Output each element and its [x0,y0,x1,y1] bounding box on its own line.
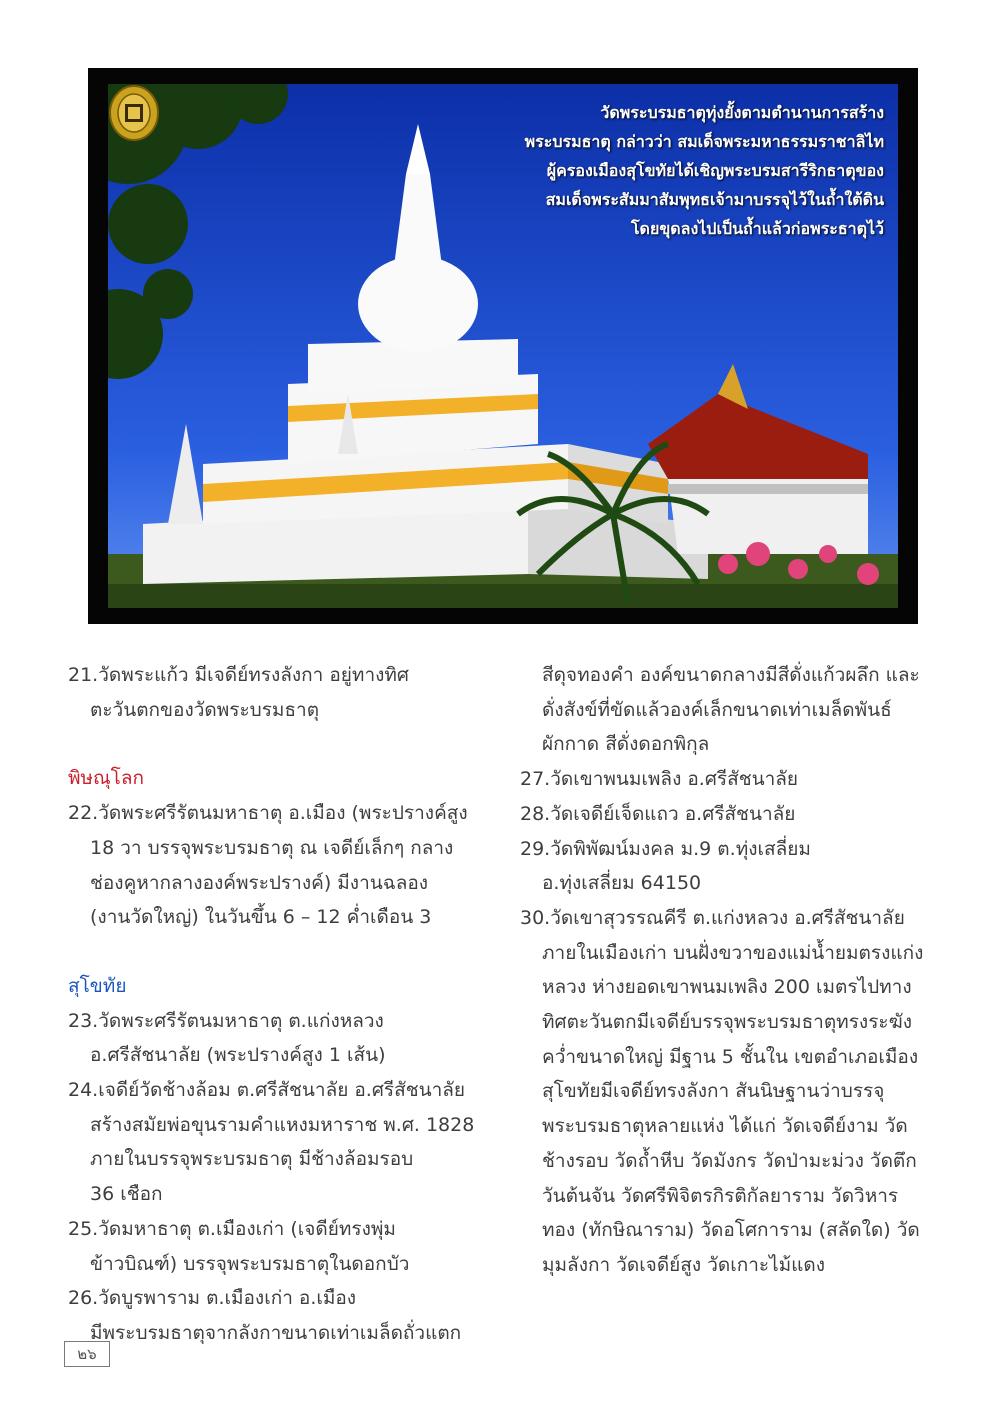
item-line: พระบรมธาตุหลายแห่ง ได้แก่ วัดเจดีย์งาม วัด [542,1115,908,1138]
list-item-25 [68,1212,488,1281]
item-line: มีพระบรมธาตุจากลังกาขนาดเท่าเมล็ดถั่วแตก [90,1321,462,1344]
item-line: 24.เจดีย์วัดช้างล้อม ต.ศรีสัชนาลัย อ.ศรีสัชนาลัย [68,1079,466,1102]
list-item-26 [68,1281,488,1350]
list-item-27 [520,762,950,797]
item-line: ทิศตะวันตกมีเจดีย์บรรจุพระบรมธาตุทรงระฆัง [542,1011,912,1034]
item-line: วันต้นจัน วัดศรีพิจิตรกิรติกัลยาราม วัดวิหาร [542,1184,899,1207]
page-number: ๒๖ [64,1341,110,1367]
item-line: 18 วา บรรจุพระบรมธาตุ ณ เจดีย์เล็กๆ กลาง [90,836,454,859]
item-line: 26.วัดบูรพาราม ต.เมืองเก่า อ.เมือง [68,1287,357,1310]
item-line: สีดุจทองคำ องค์ขนาดกลางมีสีดั่งแก้วผลึก และ [542,664,920,686]
list-item-29 [520,832,950,901]
caption-line: สมเด็จพระสัมมาสัมพุทธเจ้ามาบรรจุไว้ในถ้ำใต้ดิน [545,190,884,209]
list-item-28 [520,797,950,832]
item-line: ผักกาด สีดั่งดอกพิกุล [542,733,710,756]
item-line: 29.วัดพิพัฒน์มงคล ม.9 ต.ทุ่งเสลี่ยม [520,837,811,860]
item-line: ภายในเมืองเก่า บนฝั่งขวาของแม่น้ำยมตรงแก่ง [542,941,924,964]
caption-line: พระบรมธาตุ กล่าวว่า สมเด็จพระมหาธรรมราชาลิไท [524,132,884,151]
item-line: 23.วัดพระศรีรัตนมหาธาตุ ต.แก่งหลวง [68,1009,384,1032]
item-line: 21.วัดพระแก้ว มีเจดีย์ทรงลังกา อยู่ทางทิศ [68,664,409,686]
item-line: อ.ทุ่งเสลี่ยม 64150 [542,872,702,895]
emblem-seal-icon [108,84,160,142]
item-line: หลวง ห่างยอดเขาพนมเพลิง 200 เมตรไปทาง [542,976,912,999]
item-line: ช้างรอบ วัดถ้ำหีบ วัดมังกร วัดป่ามะม่วง วัดตึก [542,1149,917,1172]
caption-line: โดยขุดลงไปเป็นถ้ำแล้วก่อพระธาตุไว้ [630,219,884,238]
item-line: 27.วัดเขาพนมเพลิง อ.ศรีสัชนาลัย [520,768,799,791]
right-column [520,658,950,1283]
item-line: (งานวัดใหญ่) ในวันขึ้น 6 – 12 ค่ำเดือน 3 [90,906,432,929]
list-item-23 [68,1004,488,1073]
caption-line: ผู้ครองเมืองสุโขทัยได้เชิญพระบรมสารีริกธาตุของ [546,161,884,180]
item-line: 30.วัดเขาสุวรรณคีรี ต.แก่งหลวง อ.ศรีสัชนาลัย [520,906,905,929]
item-line: 25.วัดมหาธาตุ ต.เมืองเก่า (เจดีย์ทรงพุ่ม [68,1217,396,1240]
item-line: สร้างสมัยพ่อขุนรามคำแหงมหาราช พ.ศ. 1828 [90,1113,475,1136]
item-line: ทอง (ทักษิณาราม) วัดอโศการาม (สลัดใด) วัด [542,1219,920,1242]
caption-line: วัดพระบรมธาตุทุ่งยั้งตามตำนานการสร้าง [600,103,884,122]
list-item-30 [520,901,950,1283]
photo-caption [324,98,884,243]
temple-photo [108,84,898,608]
item-line: ช่องคูหากลางองค์พระปรางค์) มีงานฉลอง [90,871,429,894]
list-item-22 [68,796,488,935]
item-line: 36 เชือก [90,1183,163,1206]
item-line: ดั่งสังข์ที่ขัดแล้วองค์เล็กขนาดเท่าเมล็ดพันธ์ [542,698,892,721]
item-line: สุโขทัยมีเจดีย์ทรงลังกา สันนิษฐานว่าบรรจุ [542,1080,885,1103]
list-item-26-continued [520,658,950,762]
item-line: ภายในบรรจุพระบรมธาตุ มีช้างล้อมรอบ [90,1148,414,1171]
list-item-21 [68,658,488,727]
photo-frame [88,68,918,624]
province-heading: พิษณุโลก [68,767,145,790]
item-line: มุมลังกา วัดเจดีย์สูง วัดเกาะไม้แดง [542,1253,826,1276]
item-line: 28.วัดเจดีย์เจ็ดแถว อ.ศรีสัชนาลัย [520,802,796,825]
item-line: คว่ำขนาดใหญ่ มีฐาน 5 ชั้นใน เขตอำเภอเมือง [542,1045,919,1068]
item-line: 22.วัดพระศรีรัตนมหาธาตุ อ.เมือง (พระปรางค์สูง [68,802,468,825]
left-column [68,658,488,1351]
item-line: อ.ศรีสัชนาลัย (พระปรางค์สูง 1 เส้น) [90,1044,386,1067]
item-line: ตะวันตกของวัดพระบรมธาตุ [90,698,320,721]
item-line: ข้าวบิณฑ์) บรรจุพระบรมธาตุในดอกบัว [90,1252,410,1275]
province-heading: สุโขทัย [68,974,127,997]
list-item-24 [68,1073,488,1212]
